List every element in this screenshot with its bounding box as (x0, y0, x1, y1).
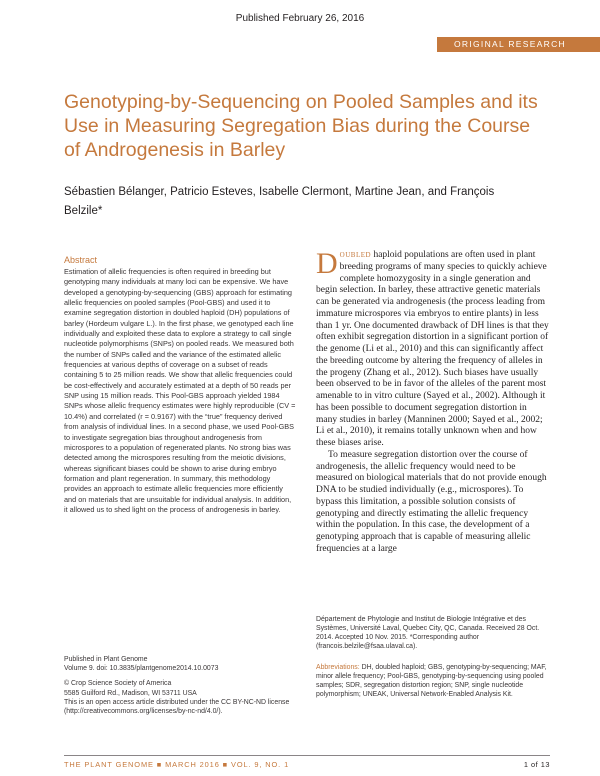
footer-page-number: 1 of 13 (523, 760, 550, 769)
publication-meta (64, 655, 304, 716)
abbreviations-text: DH, doubled haploid; GBS, genotyping-by-sequencing; MAF, minor allele frequency; Pool-GBS, genotyping-by-sequencing using pooled samples; SDR, segregation distortion region; SNP, single nucleotide polymorphism; UNEAK, Universal Network-Enabled Analysis Kit. (316, 664, 547, 698)
intro-paragraph-1 (316, 247, 550, 450)
abstract-block (64, 255, 296, 515)
published-date: Published February 26, 2016 (235, 13, 365, 24)
first-word-smallcaps: OUBLED (339, 251, 372, 259)
publisher-address: 5585 Guilford Rd., Madison, WI 53711 USA (64, 689, 197, 697)
license-text: This is an open access article distributed under the CC BY-NC-ND license (http://creativecommons.org/licenses/by-nc-nd/4.0/). (64, 698, 290, 716)
abbreviations-label: Abbreviations: (316, 664, 360, 671)
footer-date: MARCH 2016 (165, 760, 220, 769)
author-list: Sébastien Bélanger, Patricio Esteves, Isabelle Clermont, Martine Jean, and François Belzile* (64, 186, 495, 217)
intro-paragraph-2: To measure segregation distortion over the course of androgenesis, the allelic frequency would need to be measured on biological materials that do not provide enough DNA to be studied individually (e.g., microspores). To bypass this limitation, a possible solution consists of genotyping and directly estimating the allelic frequency within the population. In this case, the development of a genotyping approach that is capable of measuring allelic frequencies at a large (316, 449, 547, 554)
intro-paragraph-1-text: haploid populations are often used in plant breeding programs of many species to quickly achieve complete homozygosity in a single generation and begin selection. In barley, these attractive genetic materials can be generated via androgenesis (the process leading from immature microspores via embryos to entire plants) in less than 1 yr. One documented drawback of DH lines is that they often exhibit segregation distortion in a significant portion of the genome (Li et al., 2010) and this can significantly affect the breeding outcome by altering the frequency of alleles in the progeny (Zhang et al., 2012). Such biases have usually been observed to be in favor of the alleles of the parent most amenable to in vitro culture (Sayed et al., 2002). Although it has been possible to document segregation distortion in many studies in barley (Manninen 2000; Sayed et al., 2002; Li et al., 2010), it remains totally unknown when and how these biases arise. (316, 250, 549, 448)
footer-journal-info: THE PLANT GENOME ■ MARCH 2016 ■ VOL. 9, NO. 1 (64, 760, 290, 769)
abbreviations-note (316, 664, 556, 700)
copyright-line: © Crop Science Society of America (64, 680, 172, 688)
footer-volume: VOL. 9, NO. 1 (230, 760, 290, 769)
drop-cap: D (316, 247, 338, 280)
affiliation-note (316, 616, 556, 652)
affiliation-text: Département de Phytologie and Institut de Biologie Intégrative et des Systèmes, Université Laval, Quebec City, QC, Canada. Received 28 Oct. 2014. Accepted 10 Nov. 2015. *Corresponding author (francois.belzile@fsaa.ulaval.ca). (316, 616, 540, 650)
article-title: Genotyping-by-Sequencing on Pooled Samples and its Use in Measuring Segregation Bias during the Course of Androgenesis in Barley (64, 91, 538, 161)
volume-doi-line: Volume 9. doi: 10.3835/plantgenome2014.10.0073 (64, 665, 219, 673)
footer-divider (64, 755, 550, 756)
section-label: ORIGINAL RESEARCH (437, 37, 600, 52)
journal-line: Published in Plant Genome (64, 656, 148, 663)
body-column (316, 247, 550, 556)
abstract-heading: Abstract (64, 255, 98, 265)
footer-journal: THE PLANT GENOME (64, 760, 154, 769)
abstract-text: Estimation of allelic frequencies is often required in breeding but genotyping many individuals at many loci can be expensive. We have developed a genotyping-by-sequencing (GBS) approach for estimating allelic frequencies on pooled samples (Pool-GBS) and used it to examine segregation distortion in doubled haploid (DH) populations of barley (Hordeum vulgare L.). In the first phase, we genotyped each line individually and exploited these data to explore a strategy to call single nucleotide polymorphisms (SNPs) on pooled reads. We measured both the number of SNPs called and the variance of the estimated allelic frequencies at various depths of coverage on a subset of reads containing 5 to 25 million reads. We show that allelic frequencies could be cost-effectively and accurately estimated at a depth of 50 reads per SNP using 15 million reads. This Pool-GBS approach yielded 1984 SNPs whose allelic frequency estimates were highly reproducible (CV = 10.4%) and correlated (r = 0.9167) with the “true” frequency derived from analysis of individual lines. In a second phase, we used Pool-GBS to investigate segregation bias throughout androgenesis from microspores to a population of regenerated plants. No strong bias was detected among the microspores resulting from the meiotic divisions, whereas significant biases could be shown to arise during embryo formation and plant regeneration. In summary, this methodology provides an approach to estimate allelic frequencies more efficiently and on materials that are unsuitable for individual analysis. In addition, it allowed us to shed light on the process of androgenesis in barley. (64, 267, 296, 514)
